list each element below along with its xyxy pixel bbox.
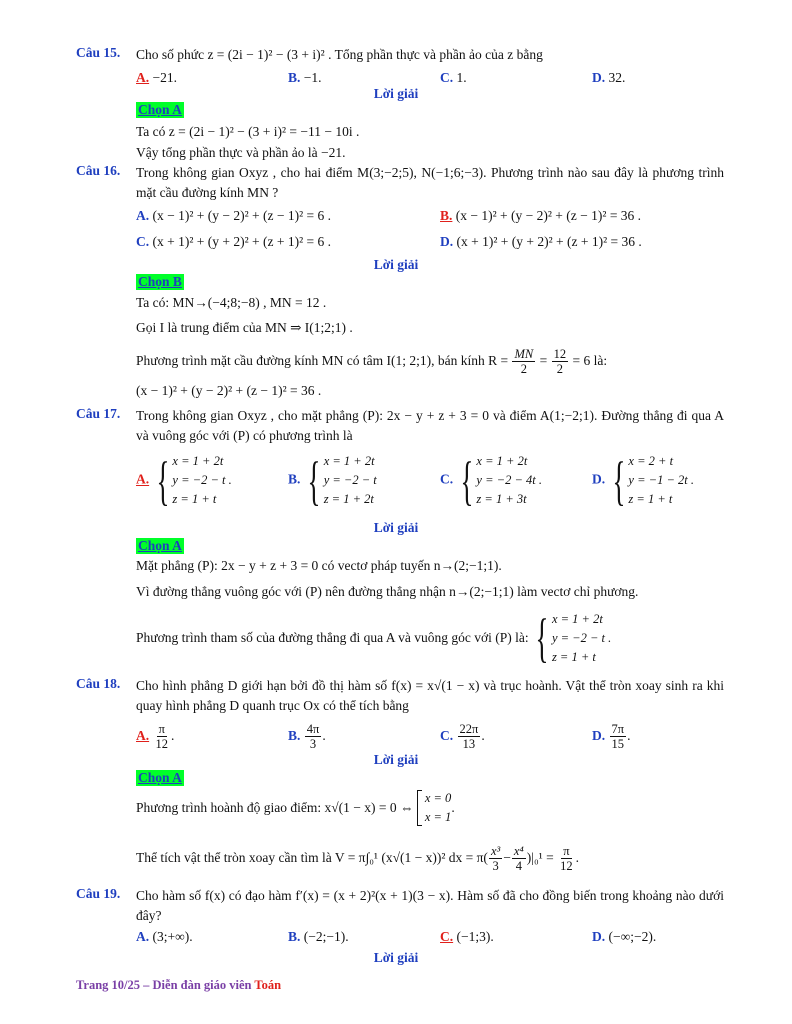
options-row xyxy=(136,205,724,227)
solution-heading: Lời giải xyxy=(373,950,419,965)
page-number: Trang 10/25 – xyxy=(76,978,153,992)
solution-line: Gọi I là trung điểm của MN ⇒ I(1;2;1) . xyxy=(136,320,353,335)
option-d[interactable]: D. $\frac{7\pi}{15}$ . xyxy=(592,722,631,752)
option-a[interactable]: A. (3;+∞). xyxy=(136,929,193,944)
question-number: Câu 19. xyxy=(76,886,121,901)
solution-line: Vậy tổng phần thực và phần ảo là −21. xyxy=(136,145,346,160)
question-16 xyxy=(76,163,724,249)
solution-line: Ta có: MN→(−4;8;−8) , MN = 12 . xyxy=(136,295,327,310)
option-a[interactable]: A. −21. xyxy=(136,70,177,85)
solution-line: Phương trình hoành độ giao điểm: x√(1 − x) = 0 ⇔ x = 0 x = 1 . xyxy=(136,791,455,824)
option-b[interactable]: B. −1. xyxy=(288,70,322,85)
option-d[interactable]: D. { x = 2 + t y = −1 − 2t . z = 1 + t xyxy=(592,450,694,511)
option-b[interactable]: B. (x − 1)² + (y − 2)² + (z − 1)² = 36 . xyxy=(440,208,642,223)
solution-heading: Lời giải xyxy=(373,520,419,535)
option-a[interactable]: A. $\frac{\pi}{12}$ . xyxy=(136,722,175,752)
question-text: Trong không gian Oxyz , cho hai điểm M(3;−2;5), N(−1;6;−3). Phương trình nào sau đây là phương trình mặt cầu đường kính MN ? xyxy=(136,165,724,200)
answer-choice: Chọn A xyxy=(138,102,182,117)
solution-heading: Lời giải xyxy=(373,257,419,272)
options-row xyxy=(136,926,724,948)
option-c[interactable]: C. $\frac{22\pi}{13}$ . xyxy=(440,722,485,752)
question-text: Cho số phức z = (2i − 1)² − (3 + i)² . Tổng phần thực và phần ảo của z bằng xyxy=(136,47,543,62)
options-row xyxy=(136,718,724,754)
option-b[interactable]: B. $\frac{4\pi}{3}$ . xyxy=(288,722,326,752)
solution-heading: Lời giải xyxy=(373,752,419,767)
answer-choice: Chọn A xyxy=(138,770,182,785)
option-c[interactable]: C. 1. xyxy=(440,70,467,85)
forum-name: Diễn đàn giáo viên xyxy=(152,978,255,992)
question-text: Cho hình phẳng D giới hạn bởi đồ thị hàm số f(x) = x√(1 − x) và trục hoành. Vật thể tròn xoay sinh ra khi quay hình phẳng D quanh trục Ox có thể tích bằng xyxy=(136,678,724,713)
solution-line: Mặt phẳng (P): 2x − y + z + 3 = 0 có vectơ pháp tuyến n→(2;−1;1). xyxy=(136,558,502,573)
option-d[interactable]: D. (−∞;−2). xyxy=(592,929,657,944)
options-row xyxy=(136,231,724,253)
solution-line: (x − 1)² + (y − 2)² + (z − 1)² = 36 . xyxy=(136,383,322,398)
question-number: Câu 17. xyxy=(76,406,121,421)
option-d[interactable]: D. (x + 1)² + (y + 2)² + (z + 1)² = 36 . xyxy=(440,234,642,249)
answer-choice: Chọn A xyxy=(138,538,182,553)
question-number: Câu 15. xyxy=(76,45,121,60)
solution-heading: Lời giải xyxy=(373,86,419,101)
solution-line: Phương trình tham số của đường thẳng đi qua A và vuông góc với (P) là: { x = 1 + 2t y = −2 − t . z = 1 + t xyxy=(136,608,612,668)
option-c[interactable]: C. (x + 1)² + (y + 2)² + (z + 1)² = 6 . xyxy=(136,234,332,249)
question-18 xyxy=(76,676,724,752)
option-b[interactable]: B. (−2;−1). xyxy=(288,929,349,944)
option-c[interactable]: C. { x = 1 + 2t y = −2 − 4t . z = 1 + 3t xyxy=(440,450,542,511)
question-number: Câu 16. xyxy=(76,163,121,178)
option-d[interactable]: D. 32. xyxy=(592,70,626,85)
question-15 xyxy=(76,45,724,85)
option-a[interactable]: A. { x = 1 + 2t y = −2 − t . z = 1 + t xyxy=(136,450,232,511)
option-a[interactable]: A. (x − 1)² + (y − 2)² + (z − 1)² = 6 . xyxy=(136,208,332,223)
option-b[interactable]: B. { x = 1 + 2t y = −2 − t z = 1 + 2t xyxy=(288,450,377,511)
solution-line: Ta có z = (2i − 1)² − (3 + i)² = −11 − 10i . xyxy=(136,124,360,139)
question-number: Câu 18. xyxy=(76,676,121,691)
question-19 xyxy=(76,886,724,944)
options-row xyxy=(136,452,724,514)
subject-name: Toán xyxy=(254,978,282,992)
solution-line: Thể tích vật thể tròn xoay cần tìm là V = π∫₀¹ (x√(1 − x))² dx = π( $\frac{\text{x³}}{3}$ − $\frac{\text{x⁴}}{4}$ )|₀¹ = $\frac{\pi}{12}$ . xyxy=(136,843,579,873)
question-text: Trong không gian Oxyz , cho mặt phẳng (P): 2x − y + z + 3 = 0 và điểm A(1;−2;1). Đường thẳng đi qua A và vuông góc với (P) có phương trình là xyxy=(136,408,724,443)
solution-line: Vì đường thẳng vuông góc với (P) nên đường thẳng nhận n→(2;−1;1) làm vectơ chỉ phương. xyxy=(136,584,639,599)
page-footer xyxy=(76,978,281,993)
question-17 xyxy=(76,406,724,511)
question-text: Cho hàm số f(x) có đạo hàm f′(x) = (x + 2)²(x + 1)(3 − x). Hàm số đã cho đồng biến trong khoảng nào dưới đây? xyxy=(136,888,724,923)
option-c[interactable]: C. (−1;3). xyxy=(440,929,494,944)
solution-line: Phương trình mặt cầu đường kính MN có tâm I(1; 2;1), bán kính R = $\frac{MN}{2}$ = $\frac{12}{2}$ = 6 là: xyxy=(136,347,608,377)
answer-choice: Chọn B xyxy=(138,274,182,289)
